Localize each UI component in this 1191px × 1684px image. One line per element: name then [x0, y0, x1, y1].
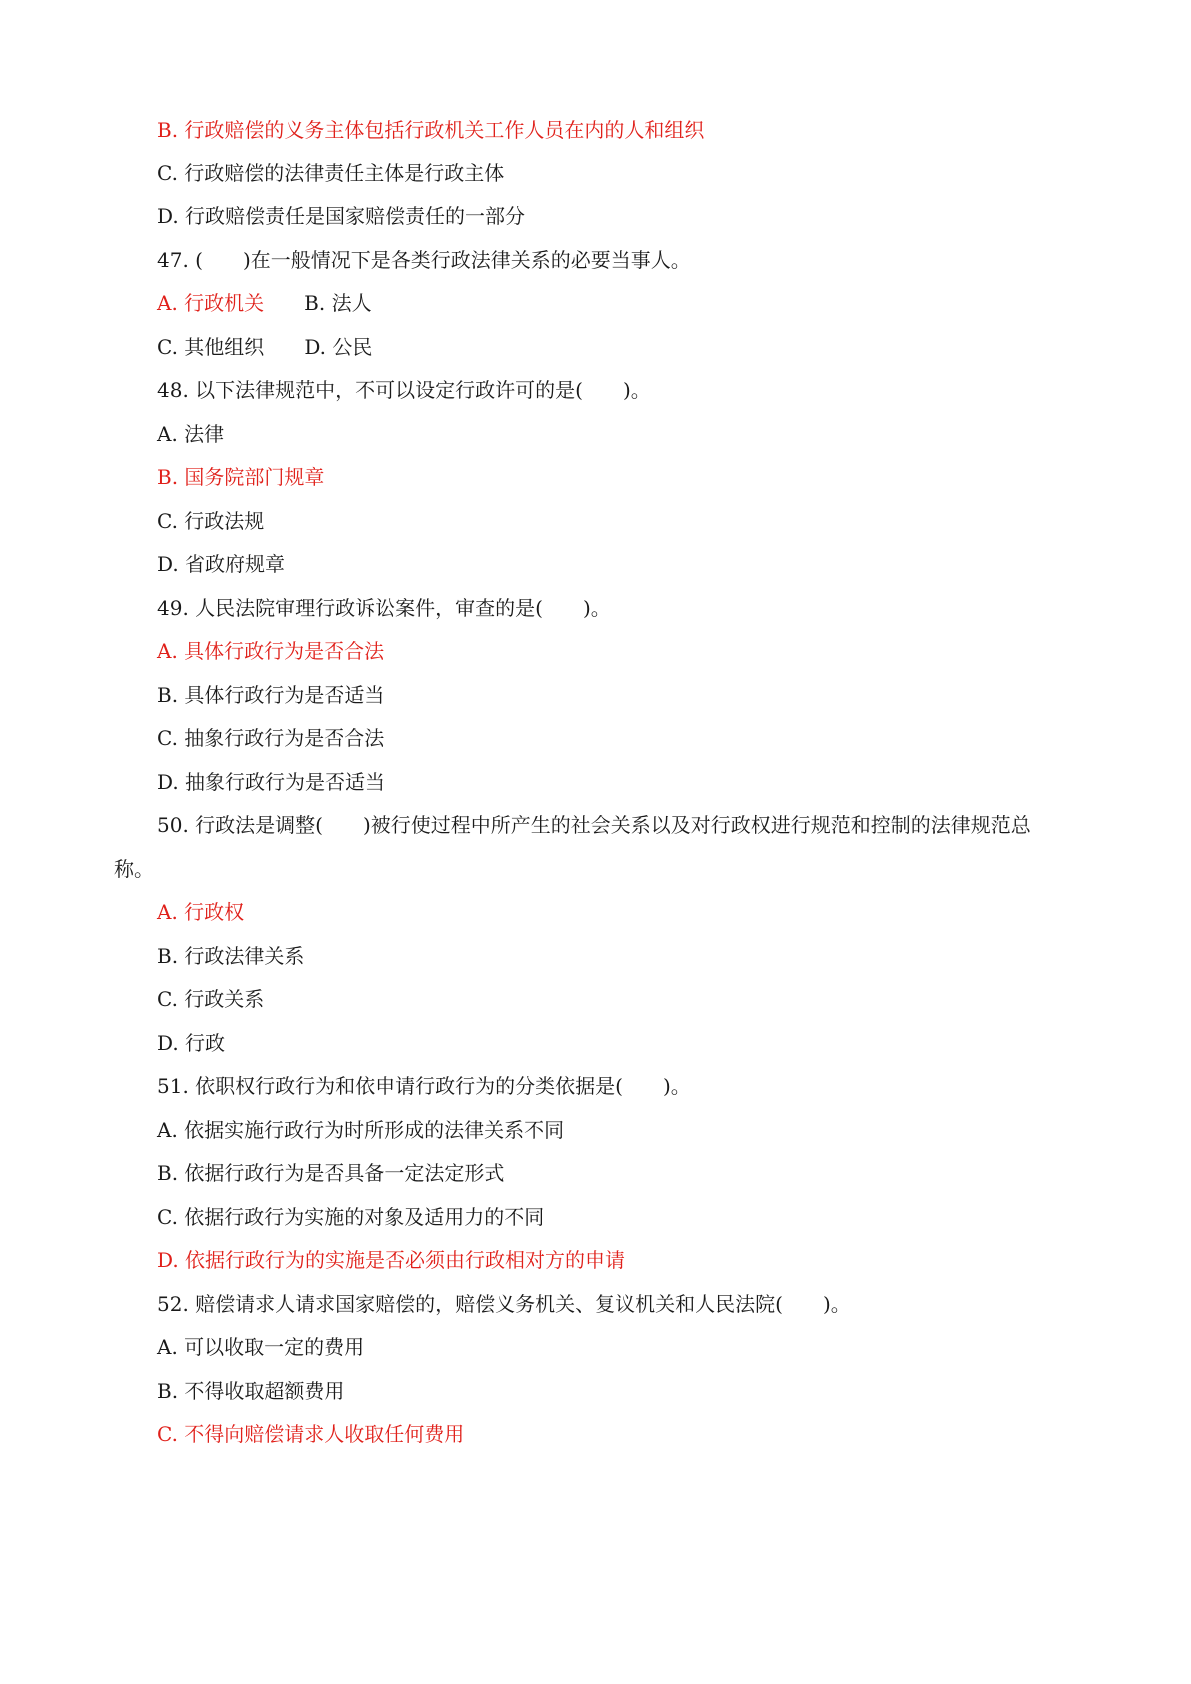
- option-48-d: D. 省政府规章: [157, 552, 286, 576]
- question-52: 52. 赔偿请求人请求国家赔偿的，赔偿义务机关、复议机关和人民法院( )。: [157, 1292, 851, 1316]
- options-47-cd: [157, 333, 372, 361]
- option-51-c: C. 依据行政行为实施的对象及适用力的不同: [157, 1205, 545, 1229]
- question-49: 49. 人民法院审理行政诉讼案件，审查的是( )。: [157, 596, 611, 620]
- option-51-b: B. 依据行政行为是否具备一定法定形式: [157, 1161, 505, 1185]
- option-46-d: D. 行政赔偿责任是国家赔偿责任的一部分: [157, 204, 526, 228]
- option-51-a: A. 依据实施行政行为时所形成的法律关系不同: [157, 1118, 565, 1142]
- option-50-a: A. 行政权: [157, 900, 245, 924]
- option-49-b: B. 具体行政行为是否适当: [157, 683, 385, 707]
- option-52-c: C. 不得向赔偿请求人收取任何费用: [157, 1422, 465, 1446]
- option-48-b: B. 国务院部门规章: [157, 465, 325, 489]
- option-49-c: C. 抽象行政行为是否合法: [157, 726, 385, 750]
- option-49-d: D. 抽象行政行为是否适当: [157, 770, 386, 794]
- question-47: 47. ( )在一般情况下是各类行政法律关系的必要当事人。: [157, 248, 691, 272]
- option-46-b: B. 行政赔偿的义务主体包括行政机关工作人员在内的人和组织: [157, 118, 705, 142]
- option-46-c: C. 行政赔偿的法律责任主体是行政主体: [157, 161, 505, 185]
- question-50: 50. 行政法是调整( )被行使过程中所产生的社会关系以及对行政权进行规范和控制的法律规范总: [157, 813, 1031, 837]
- option-47-c: C. 其他组织: [157, 335, 265, 359]
- option-47-d: D. 公民: [304, 335, 373, 359]
- option-47-b: B. 法人: [304, 291, 372, 315]
- option-49-a: A. 具体行政行为是否合法: [157, 639, 385, 663]
- option-48-c: C. 行政法规: [157, 509, 265, 533]
- option-47-a: A. 行政机关: [157, 291, 265, 315]
- option-52-b: B. 不得收取超额费用: [157, 1379, 345, 1403]
- option-50-c: C. 行政关系: [157, 987, 265, 1011]
- option-48-a: A. 法律: [157, 422, 225, 446]
- option-51-d: D. 依据行政行为的实施是否必须由行政相对方的申请: [157, 1248, 626, 1272]
- option-50-d: D. 行政: [157, 1031, 226, 1055]
- options-47-ab: [157, 289, 372, 317]
- question-48: 48. 以下法律规范中，不可以设定行政许可的是( )。: [157, 378, 651, 402]
- option-50-b: B. 行政法律关系: [157, 944, 305, 968]
- option-52-a: A. 可以收取一定的费用: [157, 1335, 365, 1359]
- question-51: 51. 依职权行政行为和依申请行政行为的分类依据是( )。: [157, 1074, 691, 1098]
- question-50-continued: 称。: [114, 857, 154, 881]
